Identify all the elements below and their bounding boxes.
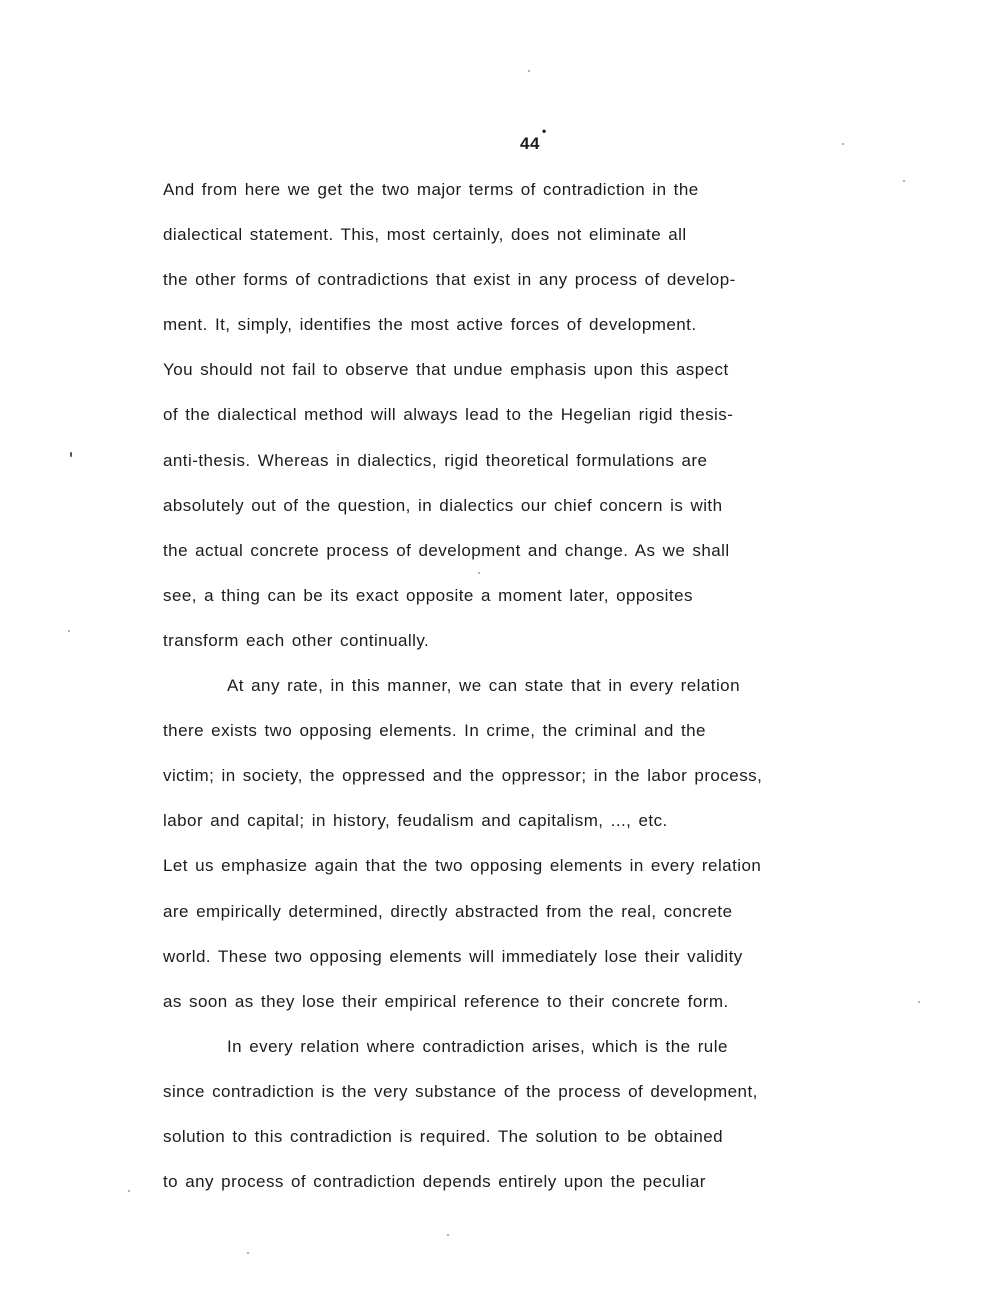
scan-speck (903, 180, 905, 182)
text-line: absolutely out of the question, in dialectics our chief concern is with (163, 495, 723, 515)
scan-speck (918, 1001, 920, 1003)
text-line: And from here we get the two major terms of contradiction in the (163, 180, 699, 199)
paragraph-start-line: In every relation where contradiction arises, which is the rule (227, 1036, 728, 1056)
text-line: You should not fail to observe that undue emphasis upon this aspect (163, 360, 729, 380)
text-line: the other forms of contradictions that exist in any process of develop- (163, 270, 736, 290)
text-line: Let us emphasize again that the two opposing elements in every relation (163, 856, 762, 876)
page-number (520, 124, 547, 154)
text-line: see, a thing can be its exact opposite a moment later, opposites (163, 585, 693, 605)
paragraph-start-line: At any rate, in this manner, we can state that in every relation (227, 676, 740, 696)
scan-speck (528, 70, 530, 72)
scan-speck (128, 1190, 130, 1192)
text-line: victim; in society, the oppressed and the oppressor; in the labor process, (163, 766, 763, 786)
text-line: anti-thesis. Whereas in dialectics, rigid theoretical formulations are (163, 450, 708, 470)
text-line: dialectical statement. This, most certainly, does not eliminate all (163, 225, 687, 245)
body-text (163, 174, 938, 1211)
scan-speck (70, 452, 72, 457)
text-line: ment. It, simply, identifies the most active forces of development. (163, 315, 697, 335)
text-line: world. These two opposing elements will immediately lose their validity (163, 946, 743, 966)
text-line: since contradiction is the very substance of the process of development, (163, 1081, 758, 1101)
scan-speck (68, 630, 70, 632)
text-line: solution to this contradiction is required. The solution to be obtained (163, 1126, 724, 1146)
scan-speck (247, 1252, 249, 1254)
text-line: as soon as they lose their empirical reference to their concrete form. (163, 991, 729, 1011)
scan-speck (842, 143, 844, 145)
text-line: there exists two opposing elements. In crime, the criminal and the (163, 721, 706, 741)
scan-speck (478, 572, 480, 574)
text-line: to any process of contradiction depends entirely upon the peculiar (163, 1172, 706, 1192)
page-number-text: 44 (520, 134, 540, 153)
text-line: labor and capital; in history, feudalism and capitalism, ..., etc. (163, 811, 668, 831)
text-line: transform each other continually. (163, 630, 430, 650)
scan-speck (447, 1234, 449, 1236)
stray-mark: • (542, 124, 547, 138)
text-line: are empirically determined, directly abstracted from the real, concrete (163, 901, 733, 921)
text-line: the actual concrete process of development and change. As we shall (163, 540, 730, 560)
text-line: of the dialectical method will always lead to the Hegelian rigid thesis- (163, 405, 734, 425)
